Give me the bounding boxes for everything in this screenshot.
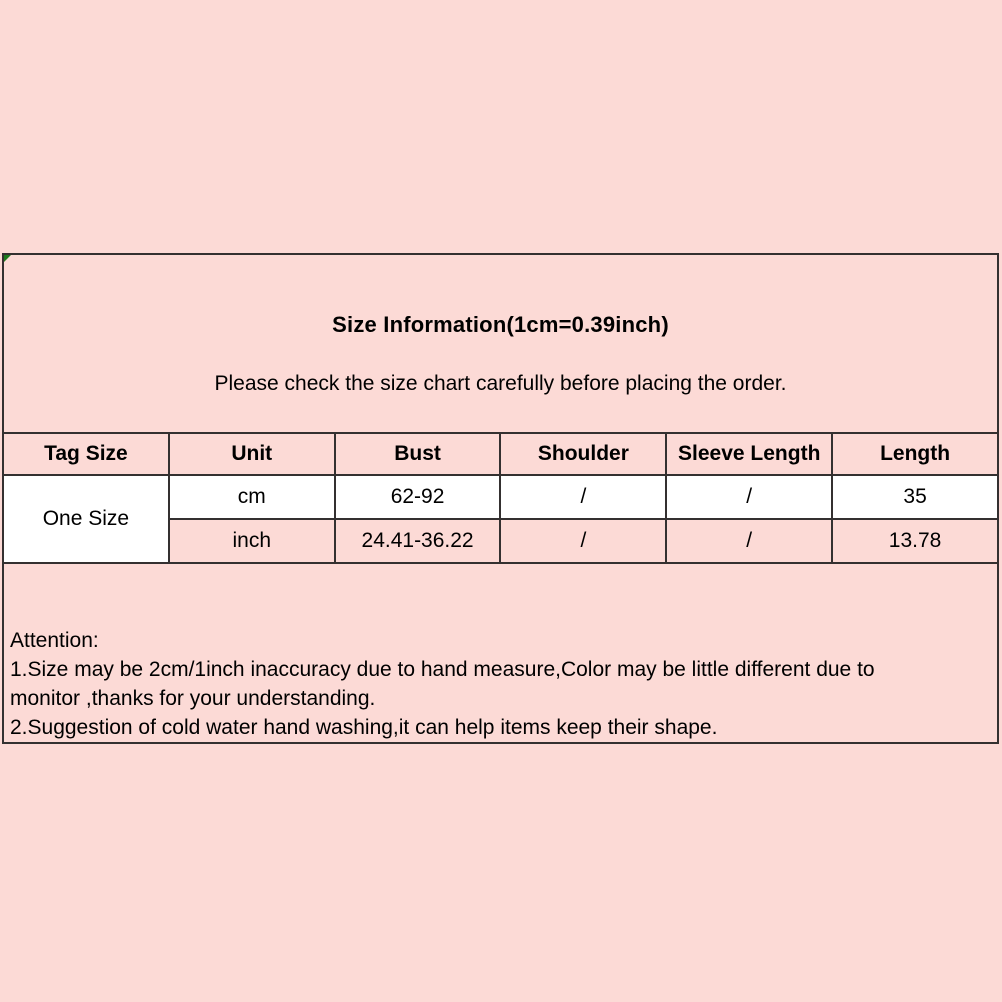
cell-shoulder-inch: /	[500, 519, 666, 563]
col-header-sleeve-length: Sleeve Length	[666, 433, 832, 475]
cell-sleeve-length-inch: /	[666, 519, 832, 563]
attention-line-2: monitor ,thanks for your understanding.	[10, 687, 376, 710]
cell-unit-inch: inch	[169, 519, 335, 563]
panel-subtitle: Please check the size chart carefully before placing the order.	[214, 372, 787, 395]
cell-bust-inch: 24.41-36.22	[335, 519, 501, 563]
col-header-bust: Bust	[335, 433, 501, 475]
cell-unit-cm: cm	[169, 475, 335, 519]
cell-shoulder-cm: /	[500, 475, 666, 519]
attention-block	[10, 626, 985, 742]
cell-bust-cm: 62-92	[335, 475, 501, 519]
col-header-tag-size: Tag Size	[3, 433, 169, 475]
attention-heading: Attention:	[10, 629, 99, 652]
cell-length-cm: 35	[832, 475, 998, 519]
col-header-shoulder: Shoulder	[500, 433, 666, 475]
cell-tag-size: One Size	[3, 475, 169, 563]
size-info-panel	[2, 253, 999, 744]
table-row-cm	[3, 475, 998, 519]
attention-line-3: 2.Suggestion of cold water hand washing,it can help items keep their shape.	[10, 716, 718, 739]
size-table	[2, 432, 999, 564]
corner-marker-icon	[4, 255, 11, 262]
cell-sleeve-length-cm: /	[666, 475, 832, 519]
attention-line-1: 1.Size may be 2cm/1inch inaccuracy due to hand measure,Color may be little different due to	[10, 658, 875, 681]
panel-title: Size Information(1cm=0.39inch)	[332, 312, 669, 337]
table-header-row	[3, 433, 998, 475]
col-header-length: Length	[832, 433, 998, 475]
cell-length-inch: 13.78	[832, 519, 998, 563]
col-header-unit: Unit	[169, 433, 335, 475]
